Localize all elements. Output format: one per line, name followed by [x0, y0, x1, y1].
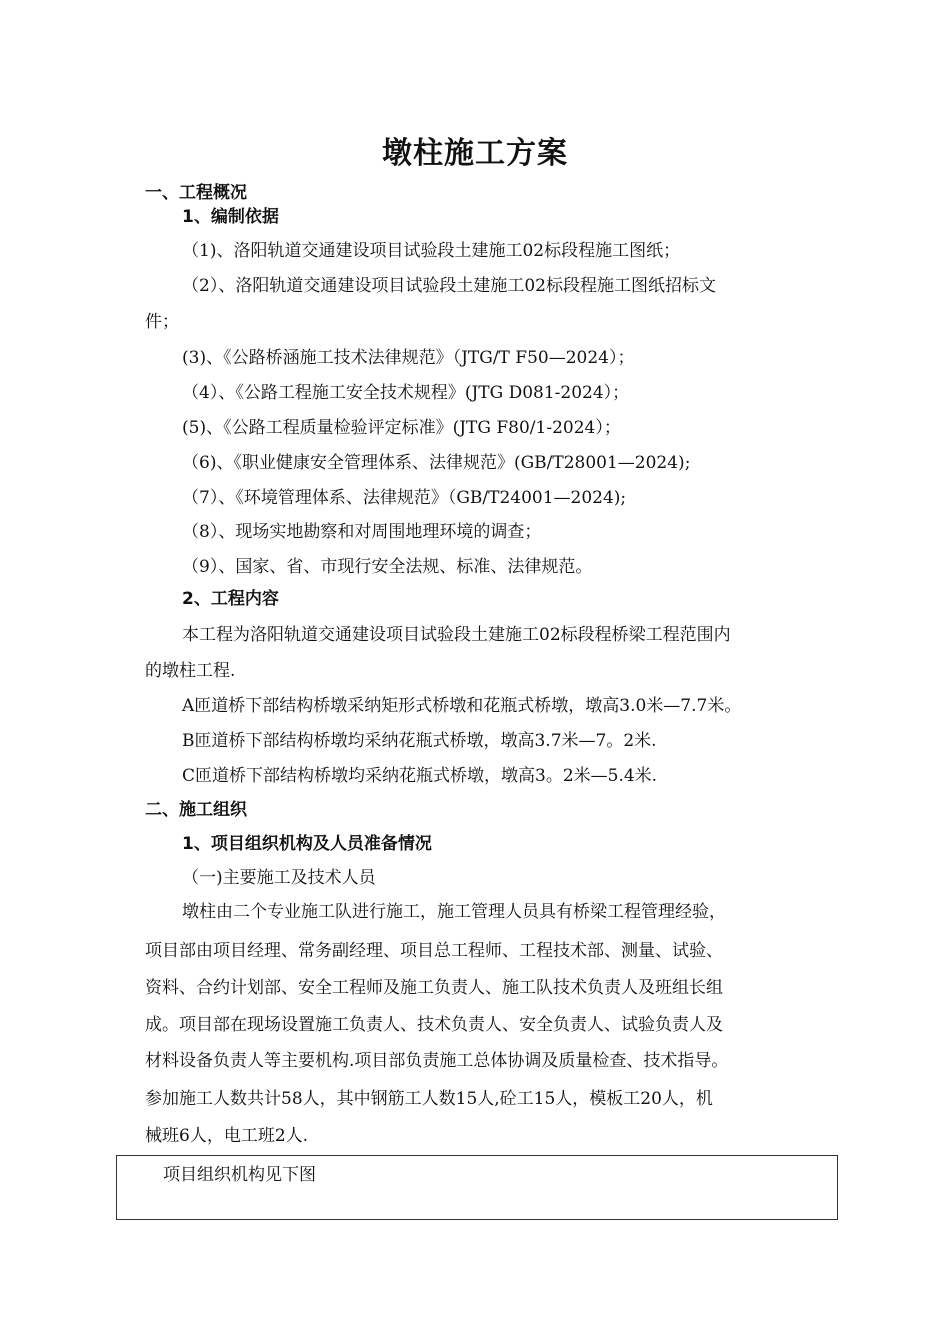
content-line-2: 的墩柱工程.	[145, 661, 236, 681]
personnel-para-line-7: 械班6人，电工班2人.	[145, 1126, 309, 1146]
personnel-para-line-6: 参加施工人数共计58人，其中钢筋工人数15人,砼工15人，模板工20人，机	[145, 1089, 713, 1109]
basis-item-3: (3)、《公路桥涵施工技术法律规范》（JTG/T F50—2024）；	[182, 348, 635, 368]
basis-item-6: （6)、《职业健康安全管理体系、法律规范》(GB/T28001—2024);	[182, 453, 691, 473]
subheading-personnel: （一)主要施工及技术人员	[182, 868, 376, 888]
personnel-para-line-1: 墩柱由二个专业施工队进行施工，施工管理人员具有桥梁工程管理经验，	[182, 902, 726, 922]
personnel-para-line-5: 材料设备负责人等主要机构.项目部负责施工总体协调及质量检查、技术指导。	[145, 1051, 729, 1071]
basis-item-8: （8）、现场实地勘察和对周围地理环境的调查；	[182, 522, 542, 542]
subheading-basis: 1、编制依据	[182, 207, 279, 227]
org-chart-caption: 项目组织机构见下图	[163, 1165, 316, 1185]
basis-item-2: （2）、洛阳轨道交通建设项目试验段土建施工02标段程施工图纸招标文	[182, 276, 716, 296]
content-line-b: B匝道桥下部结构桥墩均采纳花瓶式桥墩，墩高3.7米—7。2米.	[182, 731, 657, 751]
section-heading-organization: 二、施工组织	[145, 800, 247, 820]
content-line-1: 本工程为洛阳轨道交通建设项目试验段土建施工02标段程桥梁工程范围内	[182, 625, 731, 645]
section-heading-overview: 一、工程概况	[145, 183, 247, 203]
page-title: 墩柱施工方案	[382, 136, 568, 171]
basis-item-5: (5)、《公路工程质量检验评定标准》(JTG F80/1-2024）；	[182, 418, 621, 438]
content-line-c: C匝道桥下部结构桥墩均采纳花瓶式桥墩，墩高3。2米—5.4米.	[182, 766, 658, 786]
basis-item-1: （1)、洛阳轨道交通建设项目试验段土建施工02标段程施工图纸；	[182, 241, 681, 261]
personnel-para-line-3: 资料、合约计划部、安全工程师及施工负责人、施工队技术负责人及班组长组	[145, 978, 723, 998]
content-line-a: A匝道桥下部结构桥墩采纳矩形式桥墩和花瓶式桥墩，墩高3.0米—7.7米。	[182, 696, 742, 716]
personnel-para-line-4: 成。项目部在现场设置施工负责人、技术负责人、安全负责人、试验负责人及	[145, 1015, 723, 1035]
basis-item-2-cont: 件；	[145, 312, 179, 332]
subheading-content: 2、工程内容	[182, 589, 279, 609]
basis-item-7: （7）、《环境管理体系、法律规范》（GB/T24001—2024);	[182, 488, 627, 508]
basis-item-9: （9）、国家、省、市现行安全法规、标准、法律规范。	[182, 557, 593, 577]
subheading-org-structure: 1、项目组织机构及人员准备情况	[182, 834, 432, 854]
personnel-para-line-2: 项目部由项目经理、常务副经理、项目总工程师、工程技术部、测量、试验、	[145, 941, 723, 961]
basis-item-4: （4）、《公路工程施工安全技术规程》(JTG D081-2024）；	[182, 383, 630, 403]
org-chart-box	[116, 1155, 838, 1220]
